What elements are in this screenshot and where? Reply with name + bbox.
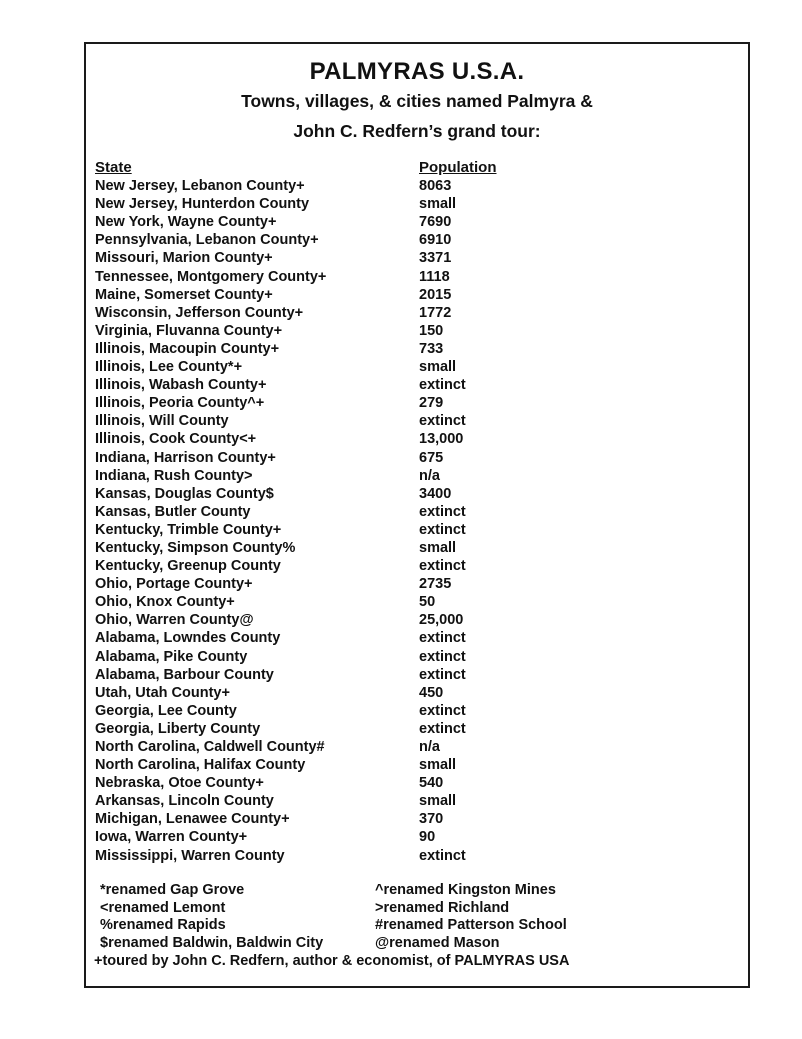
table-row [95, 449, 735, 467]
table-row [95, 231, 735, 249]
header-population: Population [419, 159, 497, 176]
footnote-left: %renamed Rapids [100, 917, 226, 934]
table-header-row [95, 159, 735, 177]
table-body [95, 177, 735, 865]
table-row [95, 304, 735, 322]
table-row [95, 286, 735, 304]
state-cell: Nebraska, Otoe County+ [95, 775, 264, 792]
state-cell: North Carolina, Caldwell County# [95, 739, 325, 755]
footnote-toured: +toured by John C. Redfern, author & economist, of PALMYRAS USA [94, 953, 570, 970]
table-row [95, 430, 735, 448]
table-row [95, 828, 735, 846]
state-cell: Utah, Utah County+ [95, 684, 230, 701]
footnote-left: $renamed Baldwin, Baldwin City [100, 934, 324, 951]
state-cell: Tennessee, Montgomery County+ [95, 268, 327, 285]
state-cell: Pennsylvania, Lebanon County+ [95, 232, 319, 249]
table-row [95, 756, 735, 774]
population-cell: small [419, 793, 457, 810]
population-cell: 25,000 [419, 612, 464, 629]
footnote-right: #renamed Patterson School [375, 917, 567, 934]
state-cell: Georgia, Lee County [95, 702, 237, 719]
table-row [95, 467, 735, 485]
footnote-row [86, 882, 748, 900]
table-row [95, 376, 735, 394]
table-row [95, 485, 735, 503]
state-cell: Ohio, Warren County@ [95, 612, 254, 629]
population-cell: small [419, 757, 457, 774]
table-row [95, 539, 735, 557]
state-cell: Alabama, Barbour County [95, 666, 274, 683]
document-subtitle-line-2: John C. Redfern’s grand tour: [293, 121, 541, 141]
table-row [95, 702, 735, 720]
table-row [95, 195, 735, 213]
state-cell: Alabama, Lowndes County [95, 630, 281, 647]
population-cell: 1118 [419, 268, 450, 285]
header-state: State [95, 159, 132, 176]
population-cell: 6910 [419, 232, 452, 249]
table-row [95, 268, 735, 286]
table-row [95, 792, 735, 810]
table-row [95, 340, 735, 358]
population-cell: extinct [419, 666, 466, 683]
population-cell: 370 [419, 811, 444, 828]
state-cell: Missouri, Marion County+ [95, 250, 273, 267]
state-cell: Wisconsin, Jefferson County+ [95, 304, 304, 321]
state-cell: Kentucky, Trimble County+ [95, 521, 282, 538]
state-cell: Virginia, Fluvanna County+ [95, 322, 283, 339]
table-row [95, 557, 735, 575]
footnote-right: >renamed Richland [375, 899, 510, 916]
palmyra-table [95, 159, 735, 865]
document-frame [84, 42, 750, 988]
state-cell: Ohio, Portage County+ [95, 576, 253, 593]
footnote-row [86, 917, 748, 935]
population-cell: 675 [419, 449, 444, 466]
table-row [95, 611, 735, 629]
table-row [95, 213, 735, 231]
state-cell: Mississippi, Warren County [95, 847, 285, 864]
footnote-right: @renamed Mason [375, 934, 500, 951]
table-row [95, 249, 735, 267]
table-row [95, 810, 735, 828]
population-cell: small [419, 539, 457, 556]
table-row [95, 521, 735, 539]
state-cell: Georgia, Liberty County [95, 720, 261, 737]
population-cell: 540 [419, 775, 444, 792]
population-cell: n/a [419, 739, 440, 755]
population-cell: extinct [419, 702, 466, 719]
population-cell: extinct [419, 847, 466, 864]
state-cell: Michigan, Lenawee County+ [95, 811, 290, 828]
state-cell: New York, Wayne County+ [95, 214, 277, 231]
table-row [95, 684, 735, 702]
state-cell: Alabama, Pike County [95, 648, 248, 665]
population-cell: extinct [419, 377, 466, 394]
population-cell: extinct [419, 413, 466, 430]
table-row [95, 593, 735, 611]
population-cell: 1772 [419, 304, 452, 321]
state-cell: Illinois, Cook County<+ [95, 431, 257, 448]
table-row [95, 322, 735, 340]
population-cell: n/a [419, 467, 440, 484]
document-subtitle-line-1: Towns, villages, & cities named Palmyra & [241, 91, 593, 111]
footnote-left: <renamed Lemont [100, 899, 226, 916]
table-row [95, 666, 735, 684]
population-cell: extinct [419, 503, 466, 520]
population-cell: 150 [419, 322, 444, 339]
population-cell: 450 [419, 684, 444, 701]
footnote-row [86, 935, 748, 953]
state-cell: Maine, Somerset County+ [95, 286, 273, 303]
table-row [95, 177, 735, 195]
population-cell: 733 [419, 340, 444, 357]
state-cell: New Jersey, Hunterdon County [95, 196, 310, 213]
table-row [95, 648, 735, 666]
population-cell: 50 [419, 594, 436, 611]
footnote-right: ^renamed Kingston Mines [375, 882, 556, 898]
table-row [95, 503, 735, 521]
state-cell: Illinois, Lee County*+ [95, 359, 243, 376]
table-row [95, 394, 735, 412]
state-cell: Kansas, Douglas County$ [95, 485, 274, 502]
population-cell: extinct [419, 630, 466, 647]
state-cell: Arkansas, Lincoln County [95, 793, 274, 810]
state-cell: New Jersey, Lebanon County+ [95, 178, 305, 195]
footnote-row [86, 900, 748, 918]
table-row [95, 847, 735, 865]
table-row [95, 774, 735, 792]
population-cell: extinct [419, 558, 466, 575]
population-cell: 8063 [419, 178, 452, 195]
table-row [95, 412, 735, 430]
state-cell: Indiana, Harrison County+ [95, 449, 276, 466]
state-cell: Illinois, Macoupin County+ [95, 340, 280, 357]
population-cell: 279 [419, 395, 444, 412]
population-cell: 3400 [419, 485, 452, 502]
table-row [95, 358, 735, 376]
state-cell: Illinois, Peoria County^+ [95, 395, 265, 412]
population-cell: small [419, 359, 457, 376]
footnotes [86, 882, 748, 970]
population-cell: 90 [419, 829, 436, 846]
state-cell: Indiana, Rush County> [95, 467, 253, 484]
table-row [95, 720, 735, 738]
table-row [95, 629, 735, 647]
population-cell: 3371 [419, 250, 452, 267]
table-row [95, 738, 735, 756]
table-row [95, 575, 735, 593]
population-cell: 7690 [419, 214, 452, 231]
population-cell: 13,000 [419, 431, 464, 448]
population-cell: small [419, 196, 457, 213]
population-cell: extinct [419, 648, 466, 665]
state-cell: Kentucky, Simpson County% [95, 539, 296, 556]
population-cell: extinct [419, 521, 466, 538]
state-cell: Kansas, Butler County [95, 503, 251, 520]
footnote-left: *renamed Gap Grove [100, 882, 245, 898]
state-cell: Kentucky, Greenup County [95, 558, 281, 575]
population-cell: extinct [419, 720, 466, 737]
footnote-pairs [86, 882, 748, 952]
state-cell: Illinois, Will County [95, 413, 229, 430]
state-cell: Iowa, Warren County+ [95, 829, 248, 846]
state-cell: Illinois, Wabash County+ [95, 377, 267, 394]
population-cell: 2015 [419, 286, 452, 303]
population-cell: 2735 [419, 576, 452, 593]
state-cell: North Carolina, Halifax County [95, 757, 306, 774]
document-title: PALMYRAS U.S.A. [309, 58, 525, 85]
state-cell: Ohio, Knox County+ [95, 594, 235, 611]
